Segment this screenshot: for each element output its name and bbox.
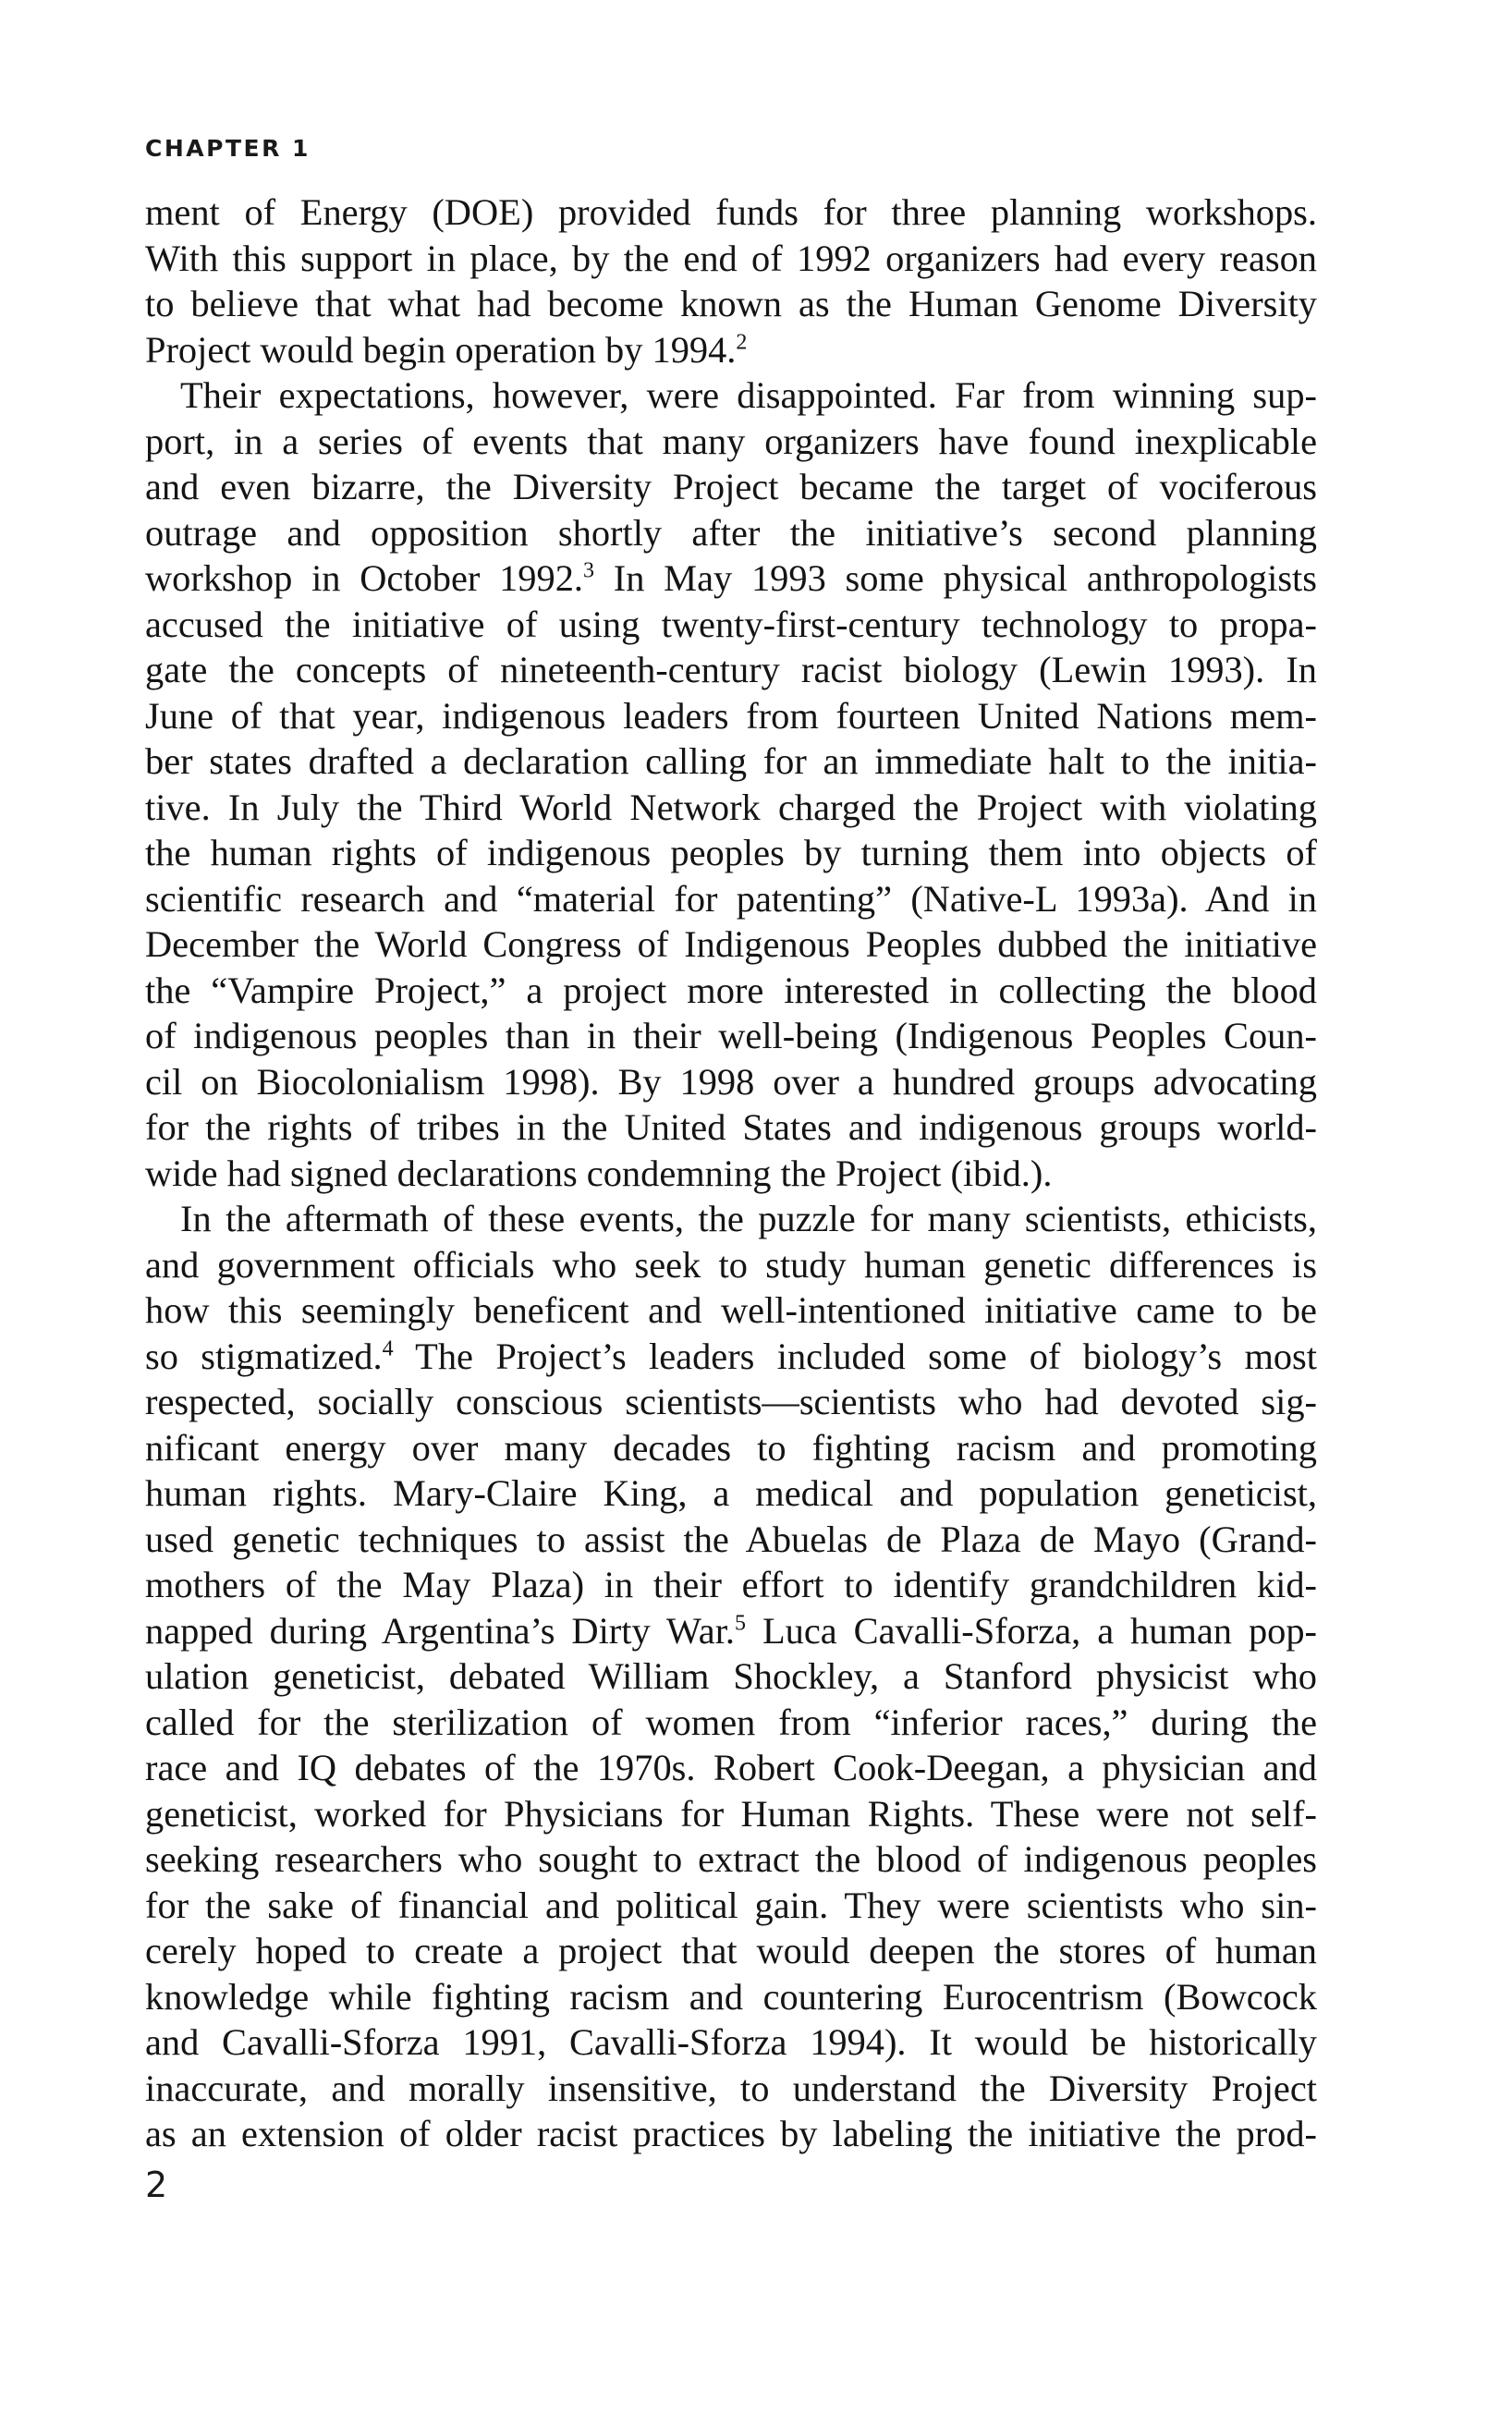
text-line: napped during Argentina’s Dirty War.$^5$ Luca Cavalli-Sforza, a human pop- <box>145 1609 1317 1652</box>
text-line: cerely hoped to create a project that would deepen the stores of human <box>145 1930 1317 1971</box>
text-line: tive. In July the Third World Network charged the Project with violating <box>145 786 1317 828</box>
text-line: Project would begin operation by 1994.$^2$ <box>145 328 748 371</box>
body-text <box>145 189 1317 2157</box>
text-line: June of that year, indigenous leaders from fourteen United Nations mem- <box>145 694 1317 737</box>
text-line: human rights. Mary-Claire King, a medical and population geneticist, <box>145 1472 1317 1514</box>
page-number: 2 <box>145 2165 168 2205</box>
text-line: gate the concepts of nineteenth-century racist biology (Lewin 1993). In <box>145 649 1317 690</box>
text-line: mothers of the May Plaza) in their effort to identify grandchildren kid- <box>145 1564 1317 1605</box>
text-line: December the World Congress of Indigenous Peoples dubbed the initiative <box>145 923 1317 965</box>
text-line: In the aftermath of these events, the puzzle for many scientists, ethicists, <box>180 1198 1317 1239</box>
footnote-marker: 2 <box>736 330 748 355</box>
footnote-marker: 3 <box>583 558 594 583</box>
text-line: nificant energy over many decades to fighting racism and promoting <box>145 1426 1317 1469</box>
text-line: for the rights of tribes in the United States and indigenous groups world- <box>145 1106 1317 1148</box>
text-line: With this support in place, by the end of 1992 organizers had every reason <box>145 237 1317 279</box>
text-line: race and IQ debates of the 1970s. Robert Cook-Deegan, a physician and <box>145 1747 1317 1788</box>
text-line: and government officials who seek to study human genetic differences is <box>145 1243 1317 1286</box>
text-line: ment of Energy (DOE) provided funds for three planning workshops. <box>145 191 1317 233</box>
running-head: CHAPTER 1 <box>145 135 311 162</box>
footnote-marker: 5 <box>735 1611 747 1636</box>
text-line: called for the sterilization of women from “inferior races,” during the <box>145 1701 1317 1743</box>
text-line: Their expectations, however, were disappointed. Far from winning sup- <box>180 374 1317 416</box>
text-line: of indigenous peoples than in their well-being (Indigenous Peoples Coun- <box>145 1015 1317 1056</box>
text-line: port, in a series of events that many organizers have found inexplicable <box>145 420 1317 462</box>
text-line: wide had signed declarations condemning the Project (ibid.). <box>145 1152 1053 1194</box>
text-line: ber states drafted a declaration calling for an immediate halt to the initia- <box>145 740 1317 782</box>
paragraph-1 <box>145 189 1317 372</box>
text-line: accused the initiative of using twenty-first-century technology to propa- <box>145 603 1317 645</box>
text-line: used genetic techniques to assist the Abuelas de Plaza de Mayo (Grand- <box>145 1518 1317 1560</box>
text-line: as an extension of older racist practices by labeling the initiative the prod- <box>145 2113 1317 2154</box>
text-line: geneticist, worked for Physicians for Human Rights. These were not self- <box>145 1792 1317 1835</box>
text-line: respected, socially conscious scientists—scientists who had devoted sig- <box>145 1381 1317 1422</box>
text-line: the human rights of indigenous peoples by turning them into objects of <box>145 832 1317 873</box>
text-line: outrage and opposition shortly after the initiative’s second planning <box>145 511 1317 554</box>
paragraph-2 <box>145 372 1317 1196</box>
text-line: and even bizarre, the Diversity Project became the target of vociferous <box>145 466 1317 507</box>
text-line: for the sake of financial and political gain. They were scientists who sin- <box>145 1884 1317 1926</box>
text-line: and Cavalli-Sforza 1991, Cavalli-Sforza 1994). It would be historically <box>145 2021 1317 2063</box>
text-line: ulation geneticist, debated William Shockley, a Stanford physicist who <box>145 1655 1317 1697</box>
text-line: cil on Biocolonialism 1998). By 1998 over a hundred groups advocating <box>145 1060 1317 1103</box>
text-line: the “Vampire Project,” a project more interested in collecting the blood <box>145 969 1317 1011</box>
footnote-marker: 4 <box>382 1336 394 1361</box>
text-line: scientific research and “material for patenting” (Native-L 1993a). And in <box>145 877 1317 920</box>
text-line: how this seemingly beneficent and well-intentioned initiative came to be <box>145 1289 1317 1331</box>
paragraph-3 <box>145 1196 1317 2157</box>
text-line: so stigmatized.$^4$ The Project’s leaders included some of biology’s most <box>145 1335 1317 1377</box>
text-line: seeking researchers who sought to extract the blood of indigenous peoples <box>145 1838 1317 1880</box>
text-line: to believe that what had become known as the Human Genome Diversity <box>145 283 1317 324</box>
text-line: inaccurate, and morally insensitive, to understand the Diversity Project <box>145 2067 1317 2109</box>
text-line: knowledge while fighting racism and countering Eurocentrism (Bowcock <box>145 1975 1317 2018</box>
text-line: workshop in October 1992.$^3$ In May 1993 some physical anthropologists <box>145 557 1317 599</box>
